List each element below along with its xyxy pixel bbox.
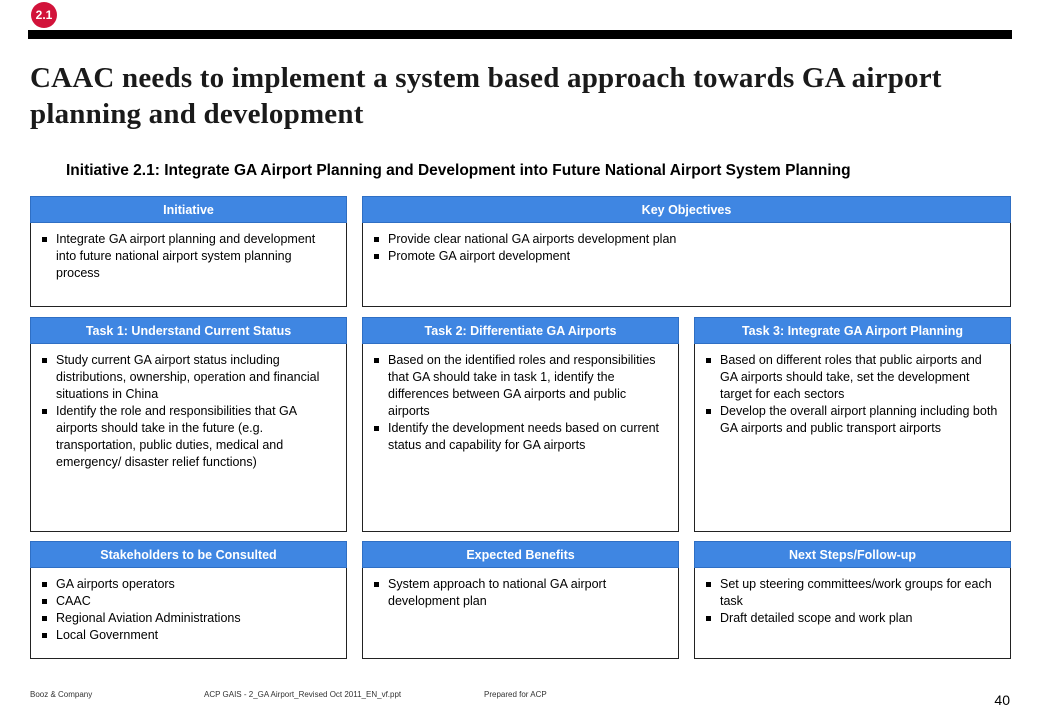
initiative-panel (30, 196, 347, 307)
page-title: CAAC needs to implement a system based approach towards GA airport planning and development (30, 62, 942, 130)
task2-panel (362, 317, 679, 532)
bullet-item: Integrate GA airport planning and development into future national airport system planning process (39, 231, 338, 282)
objectives-header: Key Objectives (362, 196, 1011, 223)
task1-panel (30, 317, 347, 532)
bullet-item: Local Government (39, 627, 338, 644)
bullet-list (39, 231, 338, 282)
bullet-item: Promote GA airport development (371, 248, 1002, 265)
task3-panel (694, 317, 1011, 532)
page-number: 40 (994, 692, 1010, 708)
footer-prepared: Prepared for ACP (484, 690, 547, 699)
bullet-item: System approach to national GA airport development plan (371, 576, 670, 610)
bullet-item: CAAC (39, 593, 338, 610)
stakeholders-panel (30, 541, 347, 659)
task2-body (362, 344, 679, 532)
nextsteps-header: Next Steps/Follow-up (694, 541, 1011, 568)
bullet-item: Set up steering committees/work groups for each task (703, 576, 1002, 610)
benefits-panel (362, 541, 679, 659)
task3-body (694, 344, 1011, 532)
bullet-list (703, 352, 1002, 437)
stakeholders-body (30, 568, 347, 659)
stakeholders-header: Stakeholders to be Consulted (30, 541, 347, 568)
footer-filename: ACP GAIS - 2_GA Airport_Revised Oct 2011_EN_vf.ppt (204, 690, 402, 699)
nextsteps-panel (694, 541, 1011, 659)
bullet-item: Based on the identified roles and responsibilities that GA should take in task 1, identify the differences between GA airports and public airports (371, 352, 670, 420)
initiative-header: Initiative (30, 196, 347, 223)
task1-header: Task 1: Understand Current Status (30, 317, 347, 344)
task1-body (30, 344, 347, 532)
initiative-body (30, 223, 347, 307)
objectives-panel (362, 196, 1011, 307)
bullet-item: Draft detailed scope and work plan (703, 610, 1002, 627)
bullet-item: Identify the role and responsibilities that GA airports should take in the future (e.g. transportation, public duties, medical and emergency/ disaster relief functions) (39, 403, 338, 471)
bullet-item: Provide clear national GA airports development plan (371, 231, 1002, 248)
section-badge: 2.1 (31, 2, 57, 28)
bullet-list (39, 352, 338, 471)
nextsteps-body (694, 568, 1011, 659)
benefits-header: Expected Benefits (362, 541, 679, 568)
bullet-item: Regional Aviation Administrations (39, 610, 338, 627)
bullet-list (371, 352, 670, 454)
top-rule (28, 30, 1012, 39)
bullet-item: Based on different roles that public airports and GA airports should take, set the development target for each sectors (703, 352, 1002, 403)
bullet-item: Study current GA airport status including distributions, ownership, operation and financial situations in China (39, 352, 338, 403)
footer-company: Booz & Company (30, 690, 93, 699)
bullet-list (703, 576, 1002, 627)
bullet-item: Identify the development needs based on current status and capability for GA airports (371, 420, 670, 454)
initiative-subtitle: Initiative 2.1: Integrate GA Airport Planning and Development into Future National Airport System Planning (66, 162, 851, 179)
bullet-list (371, 576, 670, 610)
objectives-body (362, 223, 1011, 307)
benefits-body (362, 568, 679, 659)
task2-header: Task 2: Differentiate GA Airports (362, 317, 679, 344)
bullet-list (39, 576, 338, 644)
bullet-item: GA airports operators (39, 576, 338, 593)
bullet-item: Develop the overall airport planning including both GA airports and public transport airports (703, 403, 1002, 437)
task3-header: Task 3: Integrate GA Airport Planning (694, 317, 1011, 344)
bullet-list (371, 231, 1002, 265)
